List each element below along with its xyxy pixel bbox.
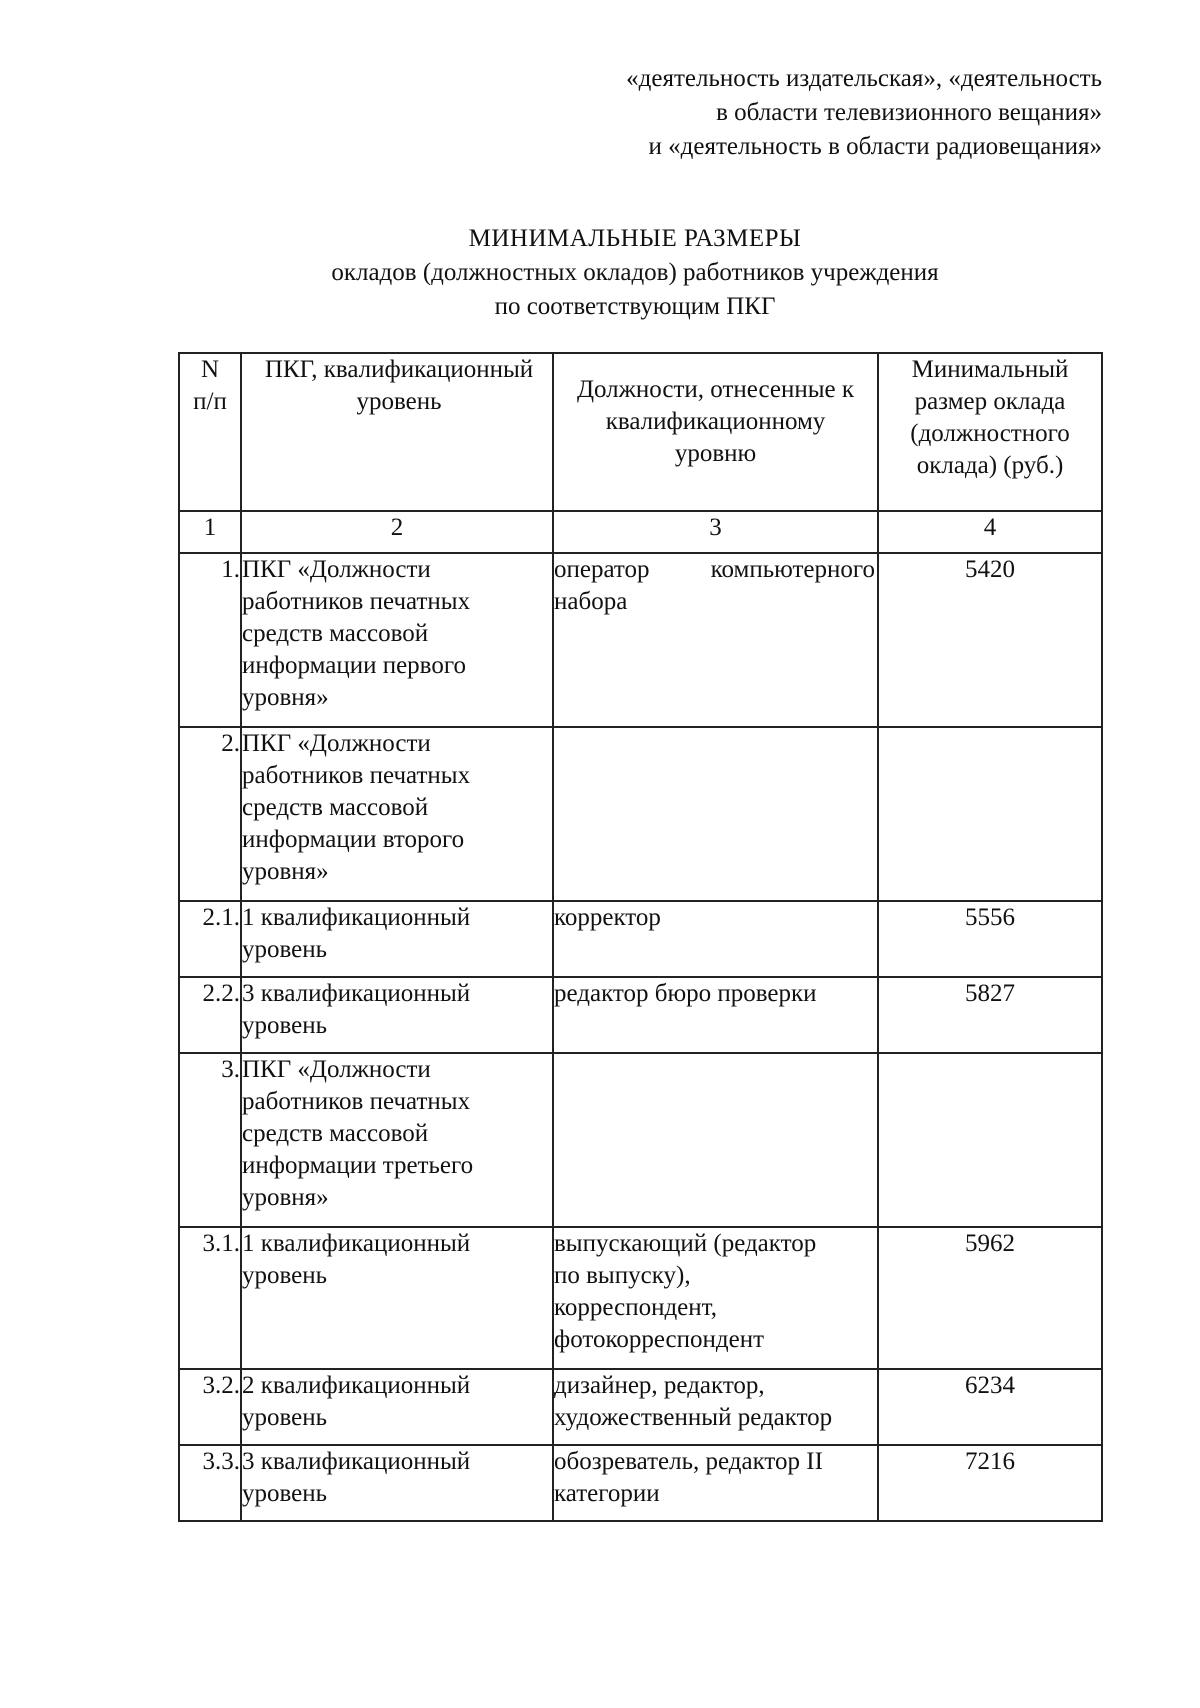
header-text: уровень bbox=[356, 388, 442, 415]
cell-line: уровня» bbox=[242, 858, 329, 885]
row-pkg bbox=[241, 901, 553, 977]
cell-line: художественный редактор bbox=[554, 1404, 833, 1431]
header-pkg bbox=[241, 353, 553, 511]
row-positions bbox=[553, 901, 878, 977]
table-row bbox=[179, 553, 1102, 727]
column-index-row bbox=[179, 511, 1102, 553]
row-salary: 5556 bbox=[878, 901, 1102, 977]
header-num bbox=[179, 353, 241, 511]
cell-line: работников печатных bbox=[242, 588, 471, 615]
column-index: 2 bbox=[241, 511, 553, 553]
row-number: 3. bbox=[179, 1053, 241, 1227]
cell-line: фотокорреспондент bbox=[554, 1326, 765, 1353]
row-number: 2. bbox=[179, 727, 241, 901]
table-header-row bbox=[179, 353, 1102, 511]
row-pkg bbox=[241, 1445, 553, 1521]
column-index: 4 bbox=[878, 511, 1102, 553]
table-row bbox=[179, 1445, 1102, 1521]
cell-line: средств массовой bbox=[242, 620, 429, 647]
cell-line: обозреватель, редактор II bbox=[554, 1448, 823, 1475]
cell-line: информации второго bbox=[242, 826, 465, 853]
salary-table bbox=[178, 352, 1103, 1522]
table-row bbox=[179, 1369, 1102, 1445]
header-text: N bbox=[200, 356, 220, 383]
cell-line: редактор бюро проверки bbox=[554, 980, 817, 1007]
cell-line: корректор bbox=[554, 904, 661, 931]
row-number: 2.2. bbox=[179, 977, 241, 1053]
row-pkg bbox=[241, 977, 553, 1053]
row-positions bbox=[553, 977, 878, 1053]
title-main: МИНИМАЛЬНЫЕ РАЗМЕРЫ bbox=[468, 225, 802, 252]
row-positions bbox=[553, 727, 878, 901]
cell-line: 3 квалификационный bbox=[242, 980, 471, 1007]
cell-line: уровень bbox=[242, 1012, 328, 1039]
cell-line: уровень bbox=[242, 936, 328, 963]
row-salary: 7216 bbox=[878, 1445, 1102, 1521]
cell-line: работников печатных bbox=[242, 762, 471, 789]
row-number: 3.1. bbox=[179, 1227, 241, 1369]
table-row bbox=[179, 977, 1102, 1053]
row-salary: 5962 bbox=[878, 1227, 1102, 1369]
header-salary bbox=[878, 353, 1102, 511]
header-text: ПКГ, квалификационный bbox=[264, 356, 534, 383]
header-line: в области телевизионного вещания» bbox=[716, 99, 1102, 126]
header-text: оклада) (руб.) bbox=[916, 452, 1064, 479]
row-pkg bbox=[241, 1053, 553, 1227]
cell-line: средств массовой bbox=[242, 794, 429, 821]
header-line: «деятельность издательская», «деятельность bbox=[626, 65, 1102, 92]
row-salary: 5420 bbox=[878, 553, 1102, 727]
table-row bbox=[179, 727, 1102, 901]
header-text: Минимальный bbox=[911, 356, 1069, 383]
row-pkg bbox=[241, 553, 553, 727]
row-number: 1. bbox=[179, 553, 241, 727]
row-salary: 6234 bbox=[878, 1369, 1102, 1445]
row-salary bbox=[878, 727, 1102, 901]
cell-line: уровня» bbox=[242, 1184, 329, 1211]
row-salary: 5827 bbox=[878, 977, 1102, 1053]
cell-line: корреспондент, bbox=[554, 1294, 717, 1321]
cell-line: информации первого bbox=[242, 652, 466, 679]
row-pkg bbox=[241, 1227, 553, 1369]
row-salary bbox=[878, 1053, 1102, 1227]
header-text: п/п bbox=[193, 388, 227, 415]
title-subtitle: по соответствующим ПКГ bbox=[494, 293, 776, 320]
cell-word: компьютерного bbox=[710, 556, 875, 583]
title-subtitle: окладов (должностных окладов) работников учреждения bbox=[331, 259, 939, 286]
cell-line: 1 квалификационный bbox=[242, 904, 471, 931]
table-row bbox=[179, 901, 1102, 977]
header-text: уровню bbox=[674, 440, 757, 467]
document-title bbox=[0, 222, 1200, 324]
row-positions bbox=[553, 1227, 878, 1369]
row-positions bbox=[553, 1053, 878, 1227]
cell-line: 3 квалификационный bbox=[242, 1448, 471, 1475]
cell-line: уровень bbox=[242, 1262, 328, 1289]
table-row bbox=[179, 1053, 1102, 1227]
header-text: квалификационному bbox=[605, 408, 826, 435]
header-line: и «деятельность в области радиовещания» bbox=[648, 133, 1102, 160]
row-positions bbox=[553, 553, 878, 727]
header-text: (должностного bbox=[910, 420, 1070, 447]
cell-line: информации третьего bbox=[242, 1152, 474, 1179]
cell-line: уровня» bbox=[242, 684, 329, 711]
header-text: Должности, отнесенные к bbox=[576, 376, 855, 403]
document-header bbox=[626, 62, 1102, 164]
cell-line: уровень bbox=[242, 1404, 328, 1431]
row-number: 3.2. bbox=[179, 1369, 241, 1445]
row-pkg bbox=[241, 1369, 553, 1445]
row-positions bbox=[553, 1369, 878, 1445]
column-index: 1 bbox=[179, 511, 241, 553]
row-positions bbox=[553, 1445, 878, 1521]
cell-line: выпускающий (редактор bbox=[554, 1230, 817, 1257]
cell-line: 2 квалификационный bbox=[242, 1372, 471, 1399]
cell-line: ПКГ «Должности bbox=[242, 730, 431, 757]
cell-line: ПКГ «Должности bbox=[242, 1056, 431, 1083]
row-pkg bbox=[241, 727, 553, 901]
cell-line: средств массовой bbox=[242, 1120, 429, 1147]
cell-word: оператор bbox=[554, 556, 650, 583]
cell-line: уровень bbox=[242, 1480, 328, 1507]
table-row bbox=[179, 1227, 1102, 1369]
cell-line: дизайнер, редактор, bbox=[554, 1372, 765, 1399]
column-index: 3 bbox=[553, 511, 878, 553]
cell-line: работников печатных bbox=[242, 1088, 471, 1115]
cell-line: категории bbox=[554, 1480, 660, 1507]
cell-line: ПКГ «Должности bbox=[242, 556, 431, 583]
header-text: размер оклада bbox=[914, 388, 1066, 415]
cell-line: по выпуску), bbox=[554, 1262, 691, 1289]
cell-line: набора bbox=[554, 588, 628, 615]
cell-line: 1 квалификационный bbox=[242, 1230, 471, 1257]
header-positions bbox=[553, 353, 878, 511]
row-number: 2.1. bbox=[179, 901, 241, 977]
row-number: 3.3. bbox=[179, 1445, 241, 1521]
